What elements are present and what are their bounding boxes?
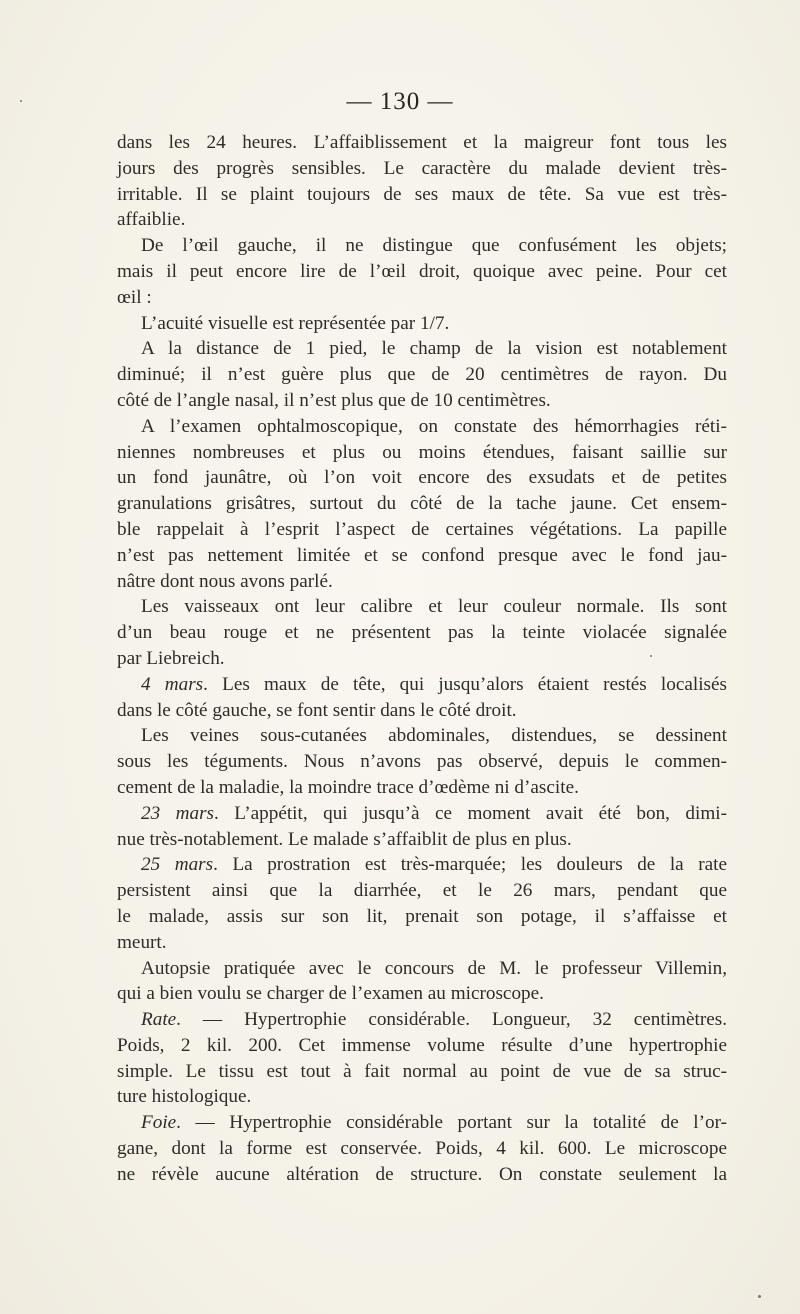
body-text — [117, 130, 727, 1188]
text-line: œil : — [117, 286, 152, 308]
text-line: Les vaisseaux ont leur calibre et leur couleur normale. Ils sont — [141, 596, 727, 618]
italic-run: 23 mars — [141, 802, 215, 824]
text-line: jours des progrès sensibles. Le caractère du malade devient très- — [117, 157, 727, 179]
italic-run: 25 mars — [141, 854, 214, 876]
text-line: affaiblie. — [117, 209, 186, 231]
text-line: L’acuité visuelle est représentée par 1/7. — [141, 312, 450, 334]
speck-mark — [20, 100, 22, 102]
text-line: persistent ainsi que la diarrhée, et le 26 mars, pendant que — [117, 880, 727, 902]
text-line: qui a bien voulu se charger de l’examen au microscope. — [117, 983, 544, 1005]
speck-mark — [758, 1295, 761, 1298]
text-line: dans le côté gauche, se font sentir dans le côté droit. — [117, 699, 517, 721]
text-line: irritable. Il se plaint toujours de ses maux de tête. Sa vue est très- — [117, 183, 727, 205]
italic-run: 4 mars — [141, 673, 204, 695]
speck-mark — [650, 655, 652, 657]
text-line: par Liebreich. — [117, 647, 225, 669]
text-line: Les veines sous-cutanées abdominales, distendues, se dessinent — [141, 725, 727, 747]
text-line: côté de l’angle nasal, il n’est plus que de 10 centimètres. — [117, 389, 551, 411]
italic-run: Rate — [141, 1009, 177, 1031]
text-line: granulations grisâtres, surtout du côté de la tache jaune. Cet ensem- — [117, 493, 727, 515]
text-line: ne révèle aucune altération de structure. On constate seulement la — [117, 1163, 727, 1185]
text-line — [117, 801, 727, 827]
italic-run: Foie — [141, 1112, 177, 1134]
text-line: niennes nombreuses et plus ou moins étendues, faisant saillie sur — [117, 441, 727, 463]
page-number: — 130 — — [346, 88, 454, 115]
text-line: d’un beau rouge et ne présentent pas la teinte violacée signalée — [117, 622, 727, 644]
text-line: De l’œil gauche, il ne distingue que confusément les objets; — [141, 235, 727, 257]
text-line: A l’examen ophtalmoscopique, on constate des hémorrhagies réti- — [141, 415, 727, 437]
text-run: . — Hypertrophie considérable portant sur la totalité de l’or- — [176, 1112, 727, 1134]
text-line: meurt. — [117, 931, 167, 953]
text-line: Poids, 2 kil. 200. Cet immense volume résulte d’une hypertrophie — [117, 1034, 727, 1056]
text-line: le malade, assis sur son lit, prenait son potage, il s’affaisse et — [117, 905, 727, 927]
text-line — [117, 672, 727, 698]
text-line: Autopsie pratiquée avec le concours de M. le professeur Villemin, — [141, 957, 727, 979]
text-line: diminué; il n’est guère plus que de 20 centimètres de rayon. Du — [117, 364, 727, 386]
text-line: ble rappelait à l’esprit l’aspect de certaines végétations. La papille — [117, 518, 727, 540]
text-line: ture histologique. — [117, 1086, 252, 1108]
text-line: n’est pas nettement limitée et se confond presque avec le fond jau- — [117, 544, 727, 566]
text-line: sous les téguments. Nous n’avons pas observé, depuis le commen- — [117, 751, 727, 773]
text-line — [117, 1007, 727, 1033]
text-line: nue très-notablement. Le malade s’affaiblit de plus en plus. — [117, 828, 572, 850]
text-line: simple. Le tissu est tout à fait normal au point de vue de sa struc- — [117, 1060, 727, 1082]
text-line: dans les 24 heures. L’affaiblissement et la maigreur font tous les — [117, 132, 727, 153]
text-line: nâtre dont nous avons parlé. — [117, 570, 333, 592]
text-run: . L’appétit, qui jusqu’à ce moment avait été bon, dimi- — [214, 802, 727, 824]
text-line: un fond jaunâtre, où l’on voit encore des exsudats et de petites — [117, 467, 727, 489]
text-line: gane, dont la forme est conservée. Poids, 4 kil. 600. Le microscope — [117, 1138, 727, 1160]
text-line: A la distance de 1 pied, le champ de la vision est notablement — [141, 338, 727, 360]
text-run: . — Hypertrophie considérable. Longueur, 32 centimètres. — [176, 1009, 727, 1031]
text-line — [117, 1110, 727, 1136]
text-line: cement de la maladie, la moindre trace d’œdème ni d’ascite. — [117, 776, 579, 798]
text-run: . La prostration est très-marquée; les douleurs de la rate — [213, 854, 727, 876]
text-line — [117, 852, 727, 878]
text-run: . Les maux de tête, qui jusqu’alors étaient restés localisés — [203, 673, 727, 695]
text-line: mais il peut encore lire de l’œil droit, quoique avec peine. Pour cet — [117, 260, 727, 282]
